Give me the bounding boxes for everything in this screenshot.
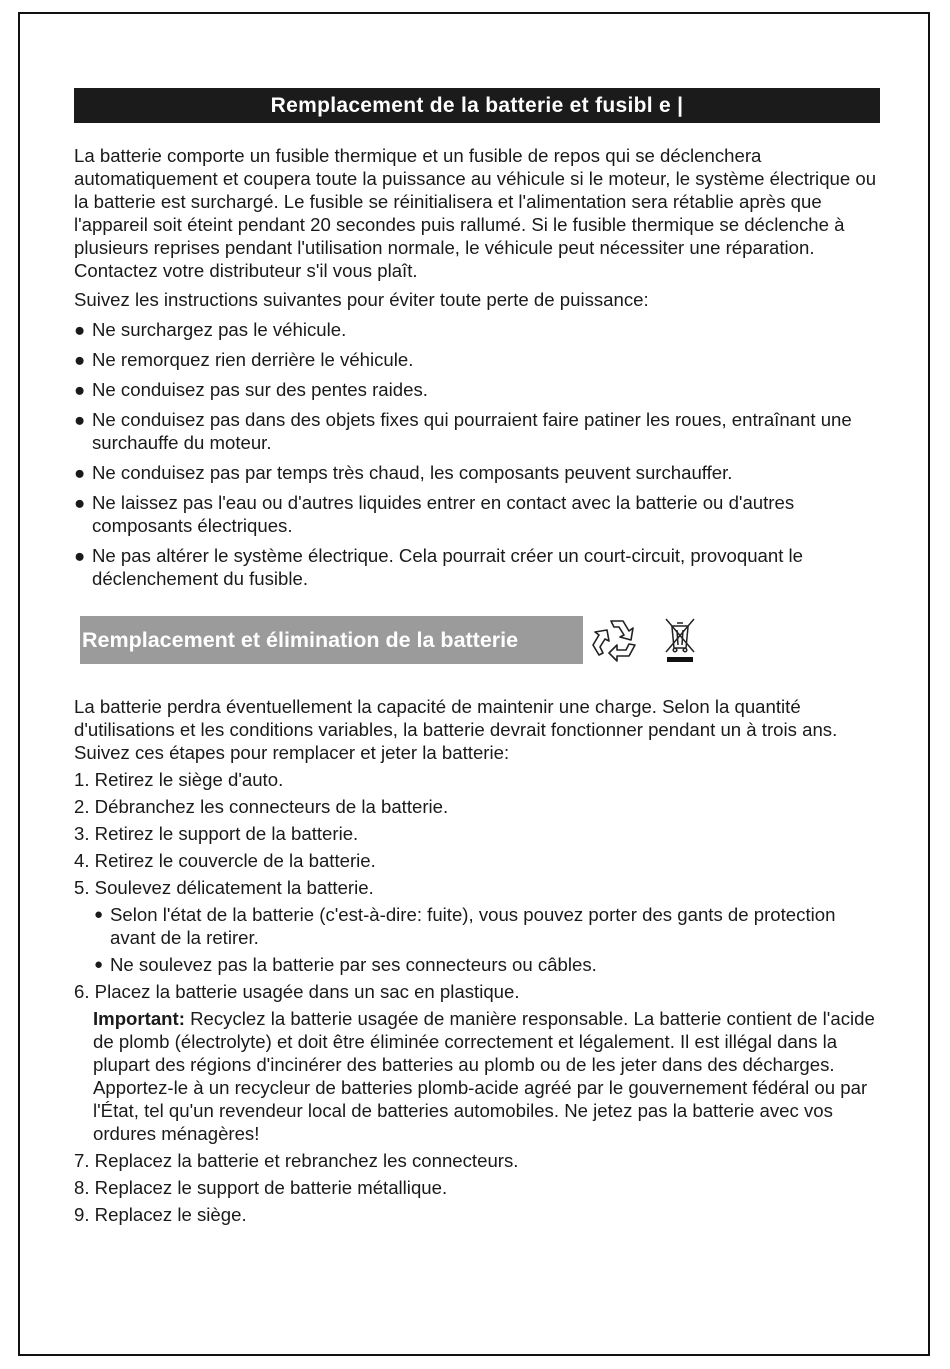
list-item: ● Ne conduisez pas sur des pentes raides.: [74, 379, 428, 400]
sub-list-item: ● Selon l'état de la batterie (c'est-à-dire: fuite), vous pouvez porter des gants de protection avant de la retirer.: [94, 904, 836, 948]
step-item: 8. Replacez le support de batterie métallique.: [74, 1177, 448, 1198]
bullet-icon: ●: [74, 545, 86, 566]
fuse-description: La batterie comporte un fusible thermique et un fusible de repos qui se déclenchera automatiquement et coupera toute la puissance au véhicule si le moteur, le système électrique ou la batterie est surchargé. Le fusible se réinitialisera et l'alimentation sera rétablie après que l'appareil soit éteint pendant 20 secondes puis rallumé. Si le fusible thermique se déclenche à plusieurs reprises pendant l'utilisation normale, le véhicule peut nécessiter une réparation. Contactez votre distributeur s'il vous plaît.: [74, 145, 877, 281]
bullet-icon: ●: [94, 906, 104, 923]
list-item: ● Ne remorquez rien derrière le véhicule.: [74, 349, 414, 370]
list-item: ● Ne pas altérer le système électrique. Cela pourrait créer un court-circuit, provoquant le déclenchement du fusible.: [74, 545, 804, 589]
bullet-icon: ●: [74, 349, 86, 370]
step-item: 1. Retirez le siège d'auto.: [74, 769, 284, 790]
bullet-icon: ●: [94, 956, 104, 973]
bullet-icon: ●: [74, 492, 86, 513]
sub-list-item: ● Ne soulevez pas la batterie par ses connecteurs ou câbles.: [94, 954, 597, 975]
step-item: 5. Soulevez délicatement la batterie.: [74, 877, 374, 898]
bullet-icon: ●: [74, 462, 86, 483]
bullet-icon: ●: [74, 379, 86, 400]
instructions-intro: Suivez les instructions suivantes pour éviter toute perte de puissance:: [74, 289, 649, 310]
section-heading-row: [80, 615, 880, 665]
bullet-icon: ●: [74, 409, 86, 430]
disposal-description: La batterie perdra éventuellement la capacité de maintenir une charge. Selon la quantité d'utilisations et les conditions variables, la batterie devrait fonctionner pendant un à trois ans. Suivez ces étapes pour remplacer et jeter la batterie:: [74, 696, 838, 763]
important-note: [74, 1007, 880, 1145]
disposal-icons: [591, 615, 697, 665]
document-body: [74, 88, 880, 1226]
list-item: ● Ne conduisez pas dans des objets fixes qui pourraient faire patiner les roues, entraînant une surchauffe du moteur.: [74, 409, 852, 453]
step-item: 7. Replacez la batterie et rebranchez les connecteurs.: [74, 1150, 519, 1171]
section-heading-disposal: Remplacement et élimination de la batterie: [80, 616, 583, 664]
list-item: ● Ne laissez pas l'eau ou d'autres liquides entrer en contact avec la batterie ou d'autres composants électriques.: [74, 492, 795, 536]
important-label: Important:: [93, 1008, 185, 1029]
step-item: 2. Débranchez les connecteurs de la batterie.: [74, 796, 449, 817]
step-item: 9. Replacez le siège.: [74, 1204, 247, 1225]
bullet-icon: ●: [74, 319, 86, 340]
list-item: ● Ne conduisez pas par temps très chaud, les composants peuvent surchauffer.: [74, 462, 733, 483]
step-item: 4. Retirez le couvercle de la batterie.: [74, 850, 376, 871]
crossed-bin-icon: [663, 616, 697, 664]
step-item: 3. Retirez le support de la batterie.: [74, 823, 359, 844]
list-item: ● Ne surchargez pas le véhicule.: [74, 319, 347, 340]
recycle-icon: [591, 615, 643, 665]
step-item: 6. Placez la batterie usagée dans un sac en plastique.: [74, 981, 520, 1002]
important-text: Recyclez la batterie usagée de manière responsable. La batterie contient de l'acide de plomb (électrolyte) et doit être éliminée correctement et légalement. Il est illégal dans la plupart des régions d'incinérer des batteries au plomb ou de les jeter dans des décharges. Apportez-le à un recycleur de batteries plomb-acide agréé par le gouvernement fédéral ou par l'État, tel qu'un revendeur local de batteries automobiles. Ne jetez pas la batterie avec vos ordures ménagères!: [93, 1008, 875, 1144]
section-heading-fuse: Remplacement de la batterie et fusibl e |: [74, 88, 880, 123]
